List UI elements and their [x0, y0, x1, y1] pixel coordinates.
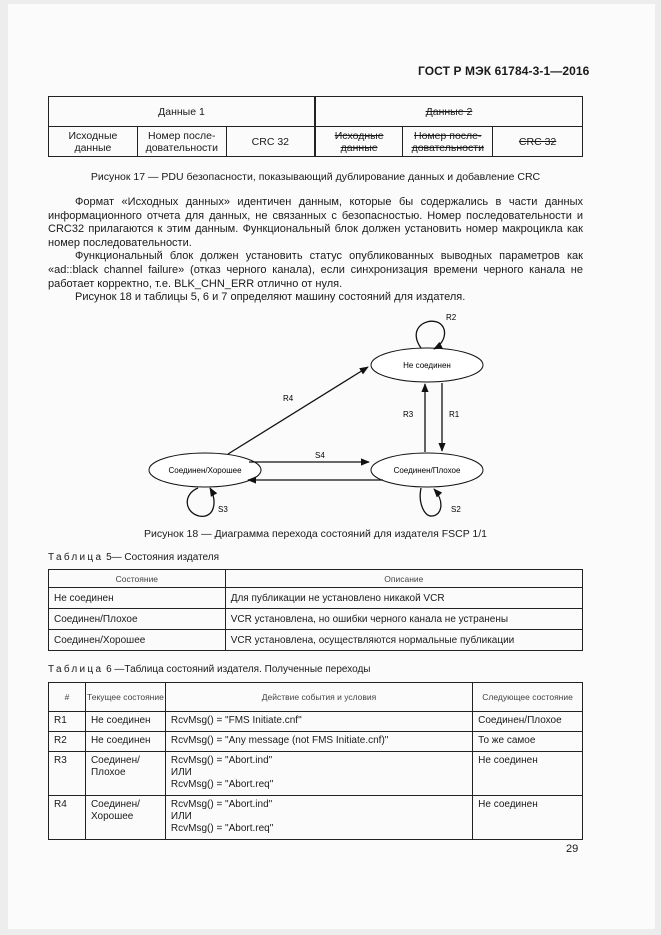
- paragraph-1: Формат «Исходных данных» идентичен данным, которые бы содержались в части данных информационного отчета для данных, не связанных с безопасностью. Номер последовательности и CRC32 прилагаются к этим данным. Функциональный блок должен установить номер макроцикла как номер последовательности.: [48, 196, 583, 249]
- transition-r3-label: R3: [403, 410, 414, 419]
- state-not-connected-label: Не соединен: [403, 361, 451, 370]
- data1-crc-cell: CRC 32: [226, 127, 315, 157]
- data2-header: Данные 2: [315, 97, 583, 127]
- table6-id-cell: R3: [49, 752, 86, 796]
- standard-code-header: ГОСТ Р МЭК 61784-3-1—2016: [418, 64, 590, 78]
- table6-id-cell: R4: [49, 796, 86, 840]
- action-line: ИЛИ: [170, 767, 192, 778]
- table5-header-state: Состояние: [49, 570, 226, 588]
- table6: [48, 682, 583, 840]
- action-line: RcvMsg() = "Abort.req": [170, 823, 274, 834]
- table6-next-cell: Не соединен: [473, 752, 583, 796]
- data1-header: Данные 1: [49, 97, 315, 127]
- table5-description-cell: VCR установлена, но ошибки черного канала не устранены: [225, 609, 582, 630]
- table-row: [49, 752, 583, 796]
- table5-header-description: Описание: [225, 570, 582, 588]
- table5-description-cell: Для публикации не установлено никакой VCR: [225, 588, 582, 609]
- table6-next-cell: То же самое: [473, 732, 583, 752]
- table5-state-cell: Не соединен: [49, 588, 226, 609]
- table6-title-word: Таблица: [48, 664, 104, 675]
- transition-r1-label: R1: [449, 410, 460, 419]
- data1-source-data-cell: Исходные данные: [49, 127, 138, 157]
- data2-sequence-number-cell: Номер после-довательности: [403, 127, 493, 157]
- data2-source-data-cell: Исходные данные: [315, 127, 403, 157]
- table-row: [49, 732, 583, 752]
- page-number: 29: [566, 843, 579, 855]
- table6-current-cell: Соединен/ Хорошее: [85, 796, 165, 840]
- table5-title-word: Таблица: [48, 552, 104, 563]
- table-row: [49, 712, 583, 732]
- transition-s3-loop: [187, 488, 214, 516]
- table6-title-text: 6 —Таблица состояний издателя. Полученные переходы: [103, 664, 371, 675]
- paragraph-3: Рисунок 18 и таблицы 5, 6 и 7 определяют машину состояний для издателя.: [75, 291, 466, 304]
- transition-s2-label: S2: [451, 505, 461, 514]
- table5-title-text: 5— Состояния издателя: [103, 552, 220, 563]
- action-line: RcvMsg() = "Abort.req": [170, 779, 274, 790]
- table5-state-cell: Соединен/Плохое: [49, 609, 226, 630]
- table6-current-cell: Не соединен: [85, 732, 165, 752]
- table6-current-cell: Не соединен: [85, 712, 165, 732]
- table6-header-next-state: Следующее состояние: [473, 683, 583, 712]
- action-line: RcvMsg() = "Abort.ind": [170, 755, 273, 766]
- figure17-caption: Рисунок 17 — PDU безопасности, показывающий дублирование данных и добавление CRC: [90, 171, 541, 183]
- table-row: [49, 796, 583, 840]
- table6-id-cell: R1: [49, 712, 86, 732]
- table6-next-cell: Соединен/Плохое: [473, 712, 583, 732]
- paragraph-2: Функциональный блок должен установить статус опубликованных выводных параметров как «ad::black channel failure» (отказ черного канала), если синхронизация времени черного канала не работает корректно, т.е. BLK_CHN_ERR отлично от нуля.: [48, 250, 583, 290]
- action-line: RcvMsg() = "Any message (not FMS Initiate.cnf)": [170, 735, 389, 746]
- transition-r2-loop: [416, 321, 444, 349]
- state-connected-good-label: Соединен/Хорошее: [168, 466, 242, 475]
- transition-r4-label: R4: [283, 394, 294, 403]
- table6-header-current-state: Текущее состояние: [85, 683, 165, 712]
- data1-sequence-number-cell: Номер после-довательности: [137, 127, 226, 157]
- table-row: [49, 630, 583, 651]
- table6-header-number: #: [49, 683, 86, 712]
- transition-s2-loop: [420, 488, 441, 516]
- transition-r4-arrow: [228, 367, 368, 454]
- table-row: [49, 588, 583, 609]
- table6-current-cell: Соединен/ Плохое: [85, 752, 165, 796]
- table6-next-cell: Не соединен: [473, 796, 583, 840]
- table6-action-cell: [165, 752, 472, 796]
- table5-title: [48, 552, 219, 563]
- table6-header-action: Действие события и условия: [165, 683, 472, 712]
- state-connected-bad-label: Соединен/Плохое: [393, 466, 461, 475]
- table5-state-cell: Соединен/Хорошее: [49, 630, 226, 651]
- action-line: ИЛИ: [170, 811, 192, 822]
- table5-description-cell: VCR установлена, осуществляются нормальные публикации: [225, 630, 582, 651]
- figure18-caption: Рисунок 18 — Диаграмма перехода состояний для издателя FSCP 1/1: [143, 528, 488, 540]
- action-line: RcvMsg() = "Abort.ind": [170, 799, 273, 810]
- table6-action-cell: [165, 796, 472, 840]
- table6-id-cell: R2: [49, 732, 86, 752]
- table5: [48, 569, 583, 651]
- data2-crc-cell: CRC 32: [493, 127, 583, 157]
- transition-s3-label: S3: [218, 505, 228, 514]
- transition-r2-label: R2: [446, 313, 457, 322]
- table6-action-cell: [165, 712, 472, 732]
- table6-action-cell: [165, 732, 472, 752]
- table-row: [49, 609, 583, 630]
- table6-title: [48, 664, 370, 675]
- transition-s4-label: S4: [315, 451, 325, 460]
- action-line: RcvMsg() = "FMS Initiate.cnf": [170, 715, 302, 726]
